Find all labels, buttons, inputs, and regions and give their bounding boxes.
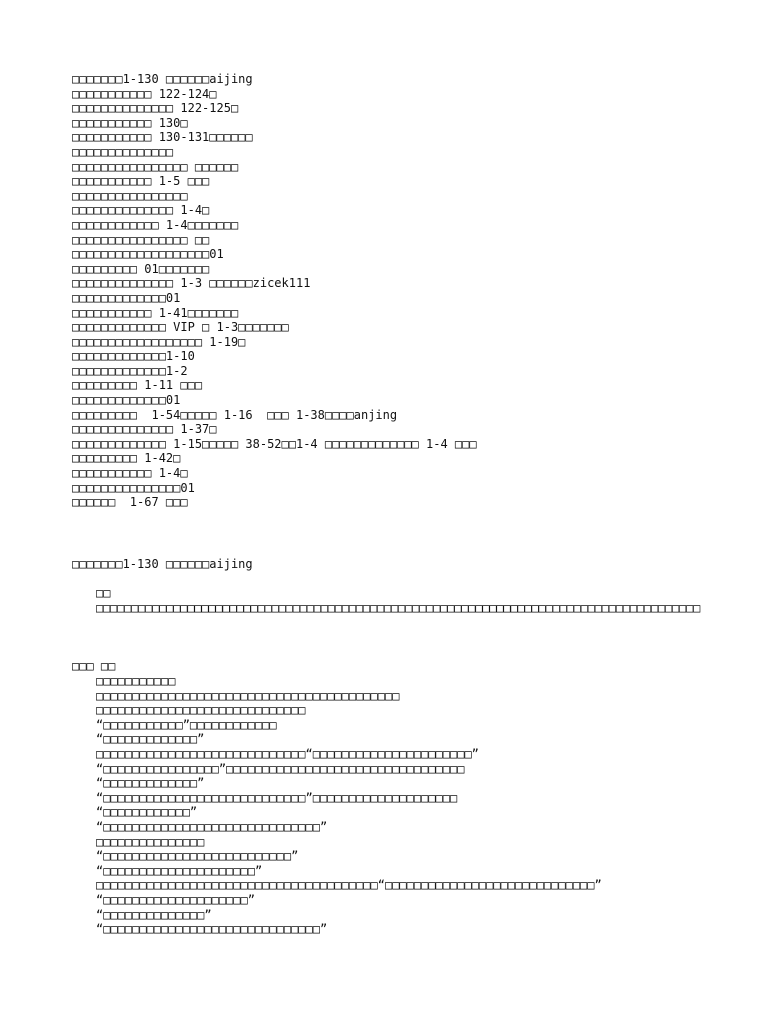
toc-entry: □□□□□□□□□□□□□01 [72,393,181,408]
toc-entry: □□□□□□□□□□□□□□ 1-4□ [72,203,210,218]
toc-entry: □□□□□□□□□□□□□□□01 [72,480,195,495]
toc-entry: □□□□□□□□□□□□□□□□ □□□□□□ [72,159,239,174]
section-line: “□□□□□□□□□□□”□□□□□□□□□□□□ [96,717,277,732]
section-line: □□□□□□□□□□□ [96,674,176,688]
toc-entry: □□□□□□□□□□□□□1-10 [72,349,195,364]
toc-entry: □□□□□□□□□□□□□□□□□□□01 [72,247,224,262]
toc-entry: □□□□□□□□□□□ 1-41□□□□□□□ [72,305,239,320]
toc-entry: □□□□□□□□□□□□□□ 1-3 □□□□□□zicek111 [72,276,311,291]
toc-entry: □□□□□□□□□□□ 122-124□ [72,86,217,101]
table-of-contents [72,72,712,510]
intro-paragraph [72,586,712,615]
toc-entry: □□□□□□□□□□□□□1-2 [72,363,188,378]
toc-entry: □□□□□□□□□□□□□□ 1-37□ [72,422,217,437]
toc-entry: □□□□□□□□□ 01□□□□□□□ [72,261,210,276]
toc-entry: □□□□□□□1-130 □□□□□□aijing [72,72,253,86]
toc-entry: □□□□□□□□□□□□□ VIP □ 1-3□□□□□□□ [72,320,289,335]
intro-heading: □□ [96,586,111,600]
toc-entry: □□□□□□□□□□□ 130-131□□□□□□ [72,130,253,145]
section-line: “□□□□□□□□□□□□□□□□□□□□□” [96,863,263,878]
toc-entry: □□□□□□ 1-67 □□□ [72,495,188,510]
section-line: □□□□□□□□□□□□□□□□□□□□□□□□□□□□□□□□□□□□□□□“□□□□□□□□□□□□□□□□□□□□□□□□□□□□□” [96,878,602,893]
section-line: “□□□□□□□□□□□□” [96,805,198,820]
toc-entry: □□□□□□□□□ 1-11 □□□ [72,378,203,393]
section-line: “□□□□□□□□□□□□□□□□□□□□□□□□□□” [96,849,299,864]
intro-body-text: □□□□□□□□□□□□□□□□□□□□□□□□□□□□□□□□□□□□□□□□□□□□□□□□□□□□□□□□□□□□□□□□□□□□□□□□□□□□□□□□□□□□□□ [96,600,701,615]
toc-entry: □□□□□□□□□□□□□01 [72,290,181,305]
section-line: □□□□□□□□□□□□□□□□□□□□□□□□□□□□□“□□□□□□□□□□□□□□□□□□□□□□” [96,746,479,761]
section-line: □□□□□□□□□□□□□□□□□□□□□□□□□□□□□ [96,703,306,718]
toc-entry: □□□□□□□□□□□□□□ [72,144,174,159]
chapter-title: □□□□□□□1-130 □□□□□□aijing [72,557,253,571]
toc-entry: □□□□□□□□□□□□□□□□ □□ [72,232,210,247]
section-line: “□□□□□□□□□□□□□□□□□□□□□□□□□□□□□□” [96,922,328,937]
section-line: “□□□□□□□□□□□□□□□□□□□□” [96,892,255,907]
section-line: “□□□□□□□□□□□□□□” [96,907,212,922]
toc-entry: □□□□□□□□□□□□□□ 122-125□ [72,101,239,116]
toc-entry: □□□□□□□□□ 1-42□ [72,451,181,466]
section-line: “□□□□□□□□□□□□□□□□”□□□□□□□□□□□□□□□□□□□□□□□□□□□□□□□□□ [96,761,465,776]
section-line: “□□□□□□□□□□□□□□□□□□□□□□□□□□□□□□” [96,819,328,834]
toc-entry: □□□□□□□□□□□□□□□□ [72,188,188,203]
section-line: □□□□□□□□□□□□□□□□□□□□□□□□□□□□□□□□□□□□□□□□□□ [96,688,400,703]
section-line: □□□□□□□□□□□□□□□ [96,834,205,849]
section-heading: □□□ □□ [72,659,116,673]
toc-entry: □□□□□□□□□□□ 1-5 □□□ [72,174,210,189]
toc-entry: □□□□□□□□□□□□□ 1-15□□□□□ 38-52□□1-4 □□□□□□□□□□□□□ 1-4 □□□ [72,436,477,451]
toc-entry: □□□□□□□□□□□ 130□ [72,115,188,130]
toc-entry: □□□□□□□□□□□□□□□□□□ 1-19□ [72,334,246,349]
section-line: “□□□□□□□□□□□□□” [96,732,205,747]
section-block [72,658,712,937]
section-line: “□□□□□□□□□□□□□□□□□□□□□□□□□□□□”□□□□□□□□□□□□□□□□□□□□ [96,790,458,805]
section-line: “□□□□□□□□□□□□□” [96,776,205,791]
toc-entry: □□□□□□□□□□□□ 1-4□□□□□□□ [72,217,239,232]
toc-entry: □□□□□□□□□ 1-54□□□□□ 1-16 □□□ 1-38□□□□anjing [72,407,398,422]
toc-entry: □□□□□□□□□□□ 1-4□ [72,466,188,481]
